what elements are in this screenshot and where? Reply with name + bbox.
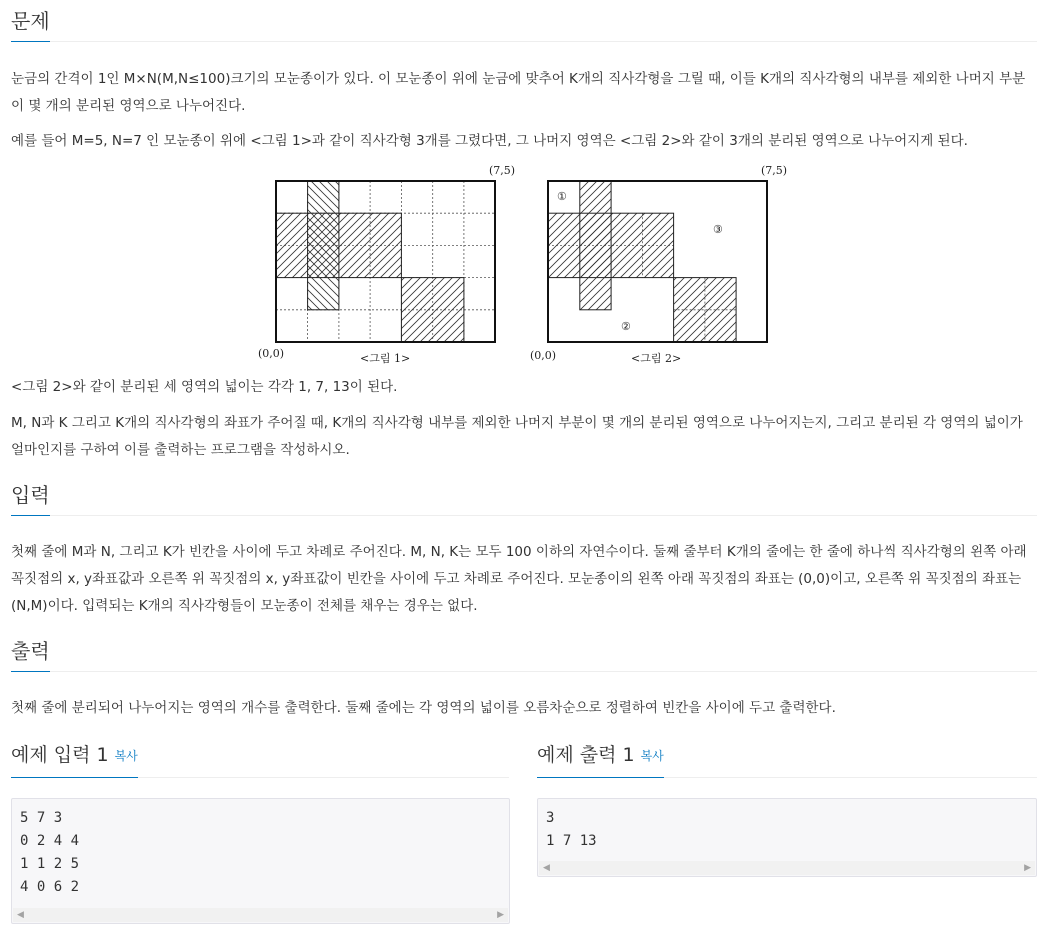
sample-input-scrollbar[interactable] bbox=[13, 908, 508, 922]
problem-paragraph-3: <그림 2>와 같이 분리된 세 영역의 넓이는 각각 1, 7, 13이 된다. bbox=[11, 379, 398, 395]
sample-input-copy-button[interactable]: 복사 bbox=[114, 748, 138, 763]
figure-2 bbox=[548, 181, 767, 342]
scroll-left-icon[interactable]: ◀ bbox=[543, 863, 550, 873]
region-3-marker: ③ bbox=[713, 223, 723, 236]
sample-output-title: 예제 출력 1 bbox=[537, 744, 635, 766]
problem-paragraph-1: 눈금의 간격이 1인 M×N(M,N≤100)크기의 모눈종이가 있다. 이 모눈종이 위에 눈금에 맞추어 K개의 직사각형을 그릴 때, 이들 K개의 직사각형의 내부를 제외한 나머지 부분이 몇 개의 분리된 영역으로 나누어진다. bbox=[11, 71, 1026, 114]
scroll-right-icon[interactable]: ▶ bbox=[497, 910, 504, 920]
region-2-marker: ② bbox=[621, 320, 631, 333]
figure-1 bbox=[276, 181, 495, 342]
sample-input-title: 예제 입력 1 bbox=[11, 744, 109, 766]
sample-output-scrollbar[interactable] bbox=[539, 861, 1035, 875]
input-title: 입력 bbox=[11, 482, 50, 516]
problem-paragraph-4: M, N과 K 그리고 K개의 직사각형의 좌표가 주어질 때, K개의 직사각형 내부를 제외한 나머지 부분이 몇 개의 분리된 영역으로 나누어지는지, 그리고 분리된 각 영역의 넓이가 얼마인지를 구하여 이를 출력하는 프로그램을 작성하시오. bbox=[11, 415, 1023, 458]
sample-input-header bbox=[11, 742, 509, 778]
sample-input-content: 5 7 3 0 2 4 4 1 1 2 5 4 0 6 2 bbox=[20, 810, 80, 895]
problem-figure bbox=[250, 160, 800, 376]
fig2-caption: <그림 2> bbox=[631, 352, 682, 365]
problem-section-header bbox=[11, 8, 1037, 42]
sample-input-box bbox=[11, 798, 510, 924]
scroll-right-icon[interactable]: ▶ bbox=[1024, 863, 1031, 873]
region-1-marker: ① bbox=[557, 190, 567, 203]
output-section-header bbox=[11, 638, 1037, 672]
problem-paragraph-2: 예를 들어 M=5, N=7 인 모눈종이 위에 <그림 1>과 같이 직사각형 3개를 그렸다면, 그 나머지 영역은 <그림 2>와 같이 3개의 분리된 영역으로 나누어지게 된다. bbox=[11, 133, 968, 149]
scroll-left-icon[interactable]: ◀ bbox=[17, 910, 24, 920]
output-paragraph: 첫째 줄에 분리되어 나누어지는 영역의 개수를 출력한다. 둘째 줄에는 각 영역의 넓이를 오름차순으로 정렬하여 빈칸을 사이에 두고 출력한다. bbox=[11, 700, 836, 716]
problem-title: 문제 bbox=[11, 8, 50, 42]
fig1-origin-label: (0,0) bbox=[258, 347, 285, 360]
sample-output-content: 3 1 7 13 bbox=[546, 810, 597, 849]
output-title: 출력 bbox=[11, 638, 50, 672]
input-paragraph: 첫째 줄에 M과 N, 그리고 K가 빈칸을 사이에 두고 차례로 주어진다. M, N, K는 모두 100 이하의 자연수이다. 둘째 줄부터 K개의 줄에는 한 줄에 하나씩 직사각형의 왼쪽 아래 꼭짓점의 x, y좌표값과 오른쪽 위 꼭짓점의 x, y좌표값이 빈칸을 사이에 두고 차례로 주어진다. 모눈종이의 왼쪽 아래 꼭짓점의 좌표는 (0,0)이고, 오른쪽 위 꼭짓점의 좌표는 (N,M)이다. 입력되는 K개의 직사각형들이 모눈종이 전체를 채우는 경우는 없다. bbox=[11, 544, 1027, 614]
input-section-header bbox=[11, 482, 1037, 516]
sample-output-box bbox=[537, 798, 1037, 877]
fig1-corner-label: (7,5) bbox=[489, 164, 516, 177]
fig2-origin-label: (0,0) bbox=[530, 349, 557, 362]
fig2-corner-label: (7,5) bbox=[761, 164, 788, 177]
fig1-caption: <그림 1> bbox=[360, 352, 411, 365]
sample-output-header bbox=[537, 742, 1037, 778]
sample-output-copy-button[interactable]: 복사 bbox=[640, 748, 664, 763]
